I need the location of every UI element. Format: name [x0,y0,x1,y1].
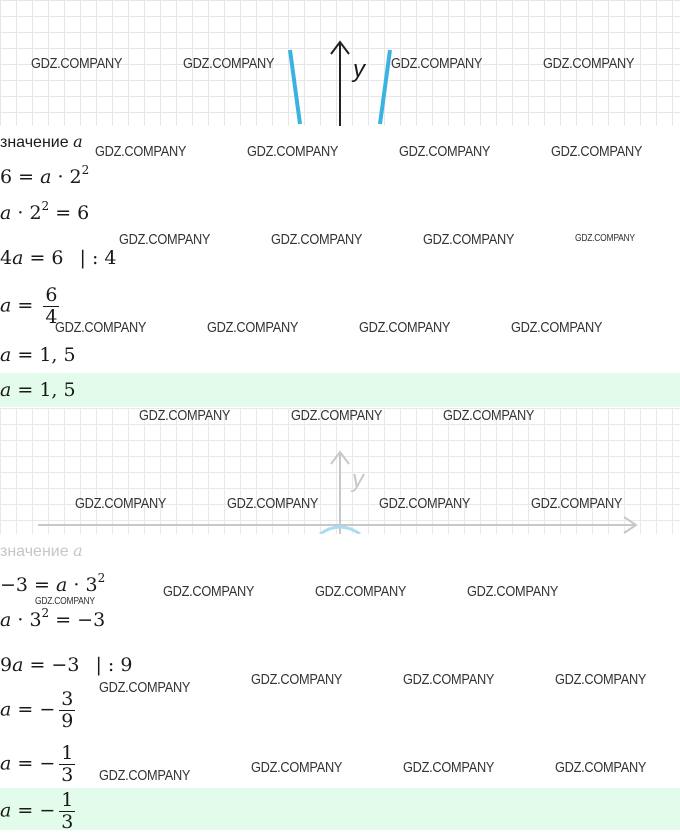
equation-2-4: a = − $\frac{3}{9}$ [0,688,74,732]
watermark: GDZ.COMPANY [227,495,319,512]
fraction: $\frac{6}{4}$ [45,284,58,328]
watermark: GDZ.COMPANY [379,495,471,512]
watermark: GDZ.COMPANY [163,583,255,600]
watermark: GDZ.COMPANY [99,767,191,784]
equation-4: a = $\frac{6}{4}$ [0,284,58,328]
value-label: значение a [0,132,83,151]
watermark: GDZ.COMPANY [183,55,275,72]
graph-mid [0,408,680,534]
equation-1: $6 = a \cdot 2^2$ [0,163,90,188]
equation-2-2: $a \cdot 3^2 = -3$ [0,606,106,631]
fraction: $\frac{1}{3}$ [61,789,74,833]
watermark: GDZ.COMPANY [403,759,495,776]
answer-1: a = 1, 5 [0,379,76,401]
watermark: GDZ.COMPANY [391,55,483,72]
watermark: GDZ.COMPANY [139,407,231,424]
watermark: GDZ.COMPANY [315,583,407,600]
watermark: GDZ.COMPANY [247,143,339,160]
equation-3: 4a = 6 | : 4 [0,247,117,269]
watermark: GDZ.COMPANY [271,231,363,248]
answer-highlight-1 [0,373,680,407]
equation-2: $a \cdot 2^2 = 6$ [0,199,90,224]
watermark: GDZ.COMPANY [551,143,643,160]
watermark: GDZ.COMPANY [75,495,167,512]
watermark: GDZ.COMPANY [31,55,123,72]
watermark: GDZ.COMPANY [55,319,147,336]
watermark: GDZ.COMPANY [399,143,491,160]
value-label-2: значение a [0,541,83,560]
equation-5: a = 1, 5 [0,344,76,366]
equation-2-3: 9a = −3 | : 9 [0,654,133,676]
watermark: GDZ.COMPANY [99,679,191,696]
watermark: GDZ.COMPANY [359,319,451,336]
watermark: GDZ.COMPANY [555,671,647,688]
watermark: GDZ.COMPANY [443,407,535,424]
fraction: $\frac{3}{9}$ [61,688,74,732]
watermark-small: GDZ.COMPANY [35,596,95,607]
fraction: $\frac{1}{3}$ [61,742,74,786]
parabola-left-branch [290,50,300,124]
watermark: GDZ.COMPANY [543,55,635,72]
watermark: GDZ.COMPANY [531,495,623,512]
watermark: GDZ.COMPANY [467,583,559,600]
y-axis-label-2: y [352,466,364,493]
watermark: GDZ.COMPANY [403,671,495,688]
y-axis-label: y [353,56,365,83]
watermark: GDZ.COMPANY [423,231,515,248]
equation-2-1: $-3 = a \cdot 3^2$ [0,571,106,596]
watermark: GDZ.COMPANY [291,407,383,424]
watermark: GDZ.COMPANY [251,671,343,688]
answer-highlight-2 [0,788,680,830]
watermark: GDZ.COMPANY [511,319,603,336]
answer-2: a = − $\frac{1}{3}$ [0,789,74,833]
watermark: GDZ.COMPANY [555,759,647,776]
watermark: GDZ.COMPANY [95,143,187,160]
equation-2-5: a = − $\frac{1}{3}$ [0,742,74,786]
watermark-small: GDZ.COMPANY [575,233,635,244]
parabola-right-branch [380,50,390,124]
watermark: GDZ.COMPANY [119,231,211,248]
watermark: GDZ.COMPANY [251,759,343,776]
watermark: GDZ.COMPANY [207,319,299,336]
